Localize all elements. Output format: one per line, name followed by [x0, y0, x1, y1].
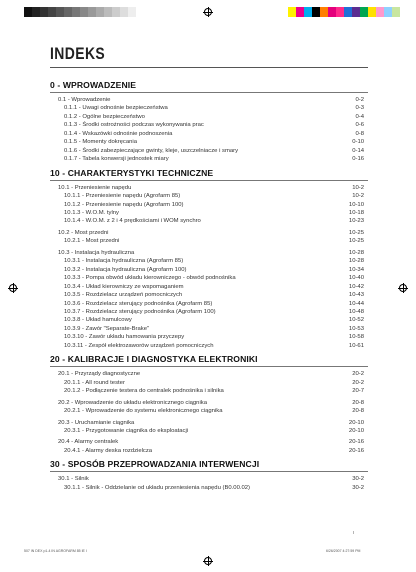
toc-entry[interactable]: [50, 475, 368, 483]
toc-entry-page: 20-8: [352, 399, 364, 406]
color-calibration-strip-right: [288, 7, 400, 17]
toc-entry-page: 10-2: [352, 184, 364, 191]
toc-entry[interactable]: [50, 274, 368, 282]
toc-entry-label: 10.1.4 - W.O.M. z 2 i 4 prędkościami i WOM synchro: [64, 218, 201, 225]
toc-entry-label: 30.1 - Silnik: [58, 476, 89, 483]
color-swatch: [304, 7, 312, 17]
toc-group: [50, 184, 368, 226]
toc-entry-label: 10.1.1 - Przeniesienie napędu (Agrofarm 85): [64, 193, 181, 200]
toc-entry[interactable]: [50, 300, 368, 308]
toc-entry-label: 30.1.1 - Silnik - Oddzielanie od układu przeniesienia napędu (B0.00.02): [64, 484, 251, 491]
toc-entry[interactable]: [50, 387, 368, 395]
toc-entry-page: 0-8: [355, 130, 364, 137]
toc-entry[interactable]: [50, 257, 368, 265]
color-swatch: [80, 7, 88, 17]
toc-section-title[interactable]: 20 - KALIBRACJE I DIAGNOSTYKA ELEKTRONIKI: [50, 354, 368, 367]
page-number: I: [353, 530, 355, 535]
toc-entry-page: 10-53: [348, 325, 364, 332]
toc-entry-page: 10-40: [348, 275, 364, 282]
toc-entry[interactable]: [50, 138, 368, 146]
toc-entry[interactable]: [50, 113, 368, 121]
toc-entry-label: 10.1.2 - Przeniesienie napędu (Agrofarm 100): [64, 201, 184, 208]
toc-group: [50, 229, 368, 246]
color-swatch: [112, 7, 120, 17]
color-swatch: [368, 7, 376, 17]
toc-entry[interactable]: [50, 237, 368, 245]
toc-entry-page: 30-2: [352, 484, 364, 491]
toc-entry[interactable]: [50, 192, 368, 200]
color-swatch: [64, 7, 72, 17]
toc-entry[interactable]: [50, 201, 368, 209]
toc-entry-label: 20.2.1 - Wprowadzenie do systemu elektronicznego ciągnika: [64, 408, 223, 415]
toc-entry[interactable]: [50, 407, 368, 415]
color-swatch: [72, 7, 80, 17]
toc-entry[interactable]: [50, 217, 368, 225]
toc-entry[interactable]: [50, 379, 368, 387]
toc-entry-label: 10.3.4 - Układ kierowniczy ze wspomaganiem: [64, 283, 184, 290]
color-swatch: [360, 7, 368, 17]
color-swatch: [128, 7, 136, 17]
toc-entry[interactable]: [50, 130, 368, 138]
toc-entry-label: 20.1.1 - All round tester: [64, 379, 125, 386]
toc-group: [50, 419, 368, 436]
toc-entry[interactable]: [50, 266, 368, 274]
toc-section-title[interactable]: 0 - WPROWADZENIE: [50, 80, 368, 93]
toc-entry-page: 10-18: [348, 209, 364, 216]
toc-entry-label: 0.1.4 - Wskazówki odnośnie podnoszenia: [64, 130, 173, 137]
toc-entry-label: 0.1.5 - Momenty dokręcania: [64, 139, 138, 146]
toc-entry-label: 10.3.11 - Zespół elektrozaworów urządzeń pomocniczych: [64, 342, 214, 349]
color-swatch: [104, 7, 112, 17]
toc-entry-page: 10-28: [348, 249, 364, 256]
toc-section-title[interactable]: 10 - CHARAKTERYSTYKI TECHNICZNE: [50, 168, 368, 181]
toc-entry[interactable]: [50, 399, 368, 407]
toc-entry-label: 0.1.7 - Tabela konwersji jednostek miary: [64, 156, 169, 163]
toc-entry-page: 0-2: [355, 97, 364, 103]
toc-entry[interactable]: [50, 249, 368, 257]
toc-entry-label: 0.1.6 - Środki zabezpieczające gwinty, kleje, uszczelniacze i smary: [64, 147, 239, 154]
color-swatch: [376, 7, 384, 17]
color-swatch: [32, 7, 40, 17]
toc-entry-label: 10.3.5 - Rozdzielacz urządzeń pomocniczych: [64, 292, 183, 299]
toc-entry[interactable]: [50, 147, 368, 155]
toc-entry-page: 10-58: [348, 334, 364, 341]
toc-entry-label: 10.3.1 - Instalacja hydrauliczna (Agrofarm 85): [64, 258, 184, 265]
toc-entry-page: 20-8: [352, 408, 364, 415]
toc-entry-label: 0.1.2 - Ogólne bezpieczeństwo: [64, 113, 145, 120]
toc-section: [50, 80, 368, 164]
color-swatch: [392, 7, 400, 17]
toc-entry[interactable]: [50, 283, 368, 291]
toc-entry[interactable]: [50, 96, 368, 104]
toc-entry-page: 10-2: [352, 193, 364, 200]
toc-entry[interactable]: [50, 209, 368, 217]
print-footer-file-info: 507 IN DEX p1-4 IN AGROFARM 85 IE I: [24, 549, 87, 553]
color-swatch: [352, 7, 360, 17]
toc-entry[interactable]: [50, 370, 368, 378]
toc-entry-label: 10.3.7 - Rozdzielacz sterujący podnośnika (Agrofarm 100): [64, 308, 216, 315]
toc-entry[interactable]: [50, 419, 368, 427]
toc-entry-label: 20.1 - Przyrządy diagnostyczne: [58, 371, 141, 378]
toc-entry-page: 0-10: [352, 139, 364, 146]
color-swatch: [56, 7, 64, 17]
toc-entry-page: 10-25: [348, 238, 364, 245]
toc-entry-page: 20-2: [352, 379, 364, 386]
toc-entry[interactable]: [50, 438, 368, 446]
toc-group: [50, 475, 368, 492]
color-swatch: [328, 7, 336, 17]
title-divider: [50, 67, 368, 68]
toc-entry-page: 0-4: [355, 113, 364, 120]
color-swatch: [24, 7, 32, 17]
color-swatch: [384, 7, 392, 17]
toc-entry[interactable]: [50, 427, 368, 435]
toc-entry-label: 0.1 - Wprowadzenie: [58, 97, 111, 103]
color-swatch: [120, 7, 128, 17]
toc-entry-label: 20.1.2 - Podłączenie testera do centralek podnośnika i silnika: [64, 388, 224, 395]
toc-entry-label: 20.3 - Uruchamianie ciągnika: [58, 419, 135, 426]
toc-entry[interactable]: [50, 316, 368, 324]
color-swatch: [320, 7, 328, 17]
table-of-contents: [50, 80, 368, 496]
color-swatch: [40, 7, 48, 17]
toc-entry-label: 20.4.1 - Alarmy deska rozdzielcza: [64, 447, 153, 454]
color-swatch: [288, 7, 296, 17]
toc-entry-label: 10.3.8 - Układ hamulcowy: [64, 317, 132, 324]
registration-mark-right-icon: [398, 283, 408, 293]
toc-entry-label: 0.1.3 - Środki ostrożności podczas wykonywania prac: [64, 122, 204, 129]
toc-entry-page: 20-16: [348, 447, 364, 454]
toc-entry-page: 30-2: [352, 476, 364, 483]
toc-entry-page: 10-25: [348, 229, 364, 236]
page-title: INDEKS: [50, 44, 106, 63]
registration-mark-bottom-icon: [203, 556, 213, 566]
toc-entry-page: 20-16: [348, 439, 364, 446]
toc-entry[interactable]: [50, 291, 368, 299]
toc-group: [50, 438, 368, 455]
toc-entry[interactable]: [50, 447, 368, 455]
toc-section: [50, 354, 368, 455]
color-swatch: [88, 7, 96, 17]
toc-entry[interactable]: [50, 484, 368, 492]
toc-entry-label: 20.3.1 - Przygotowanie ciągnika do eksploatacji: [64, 427, 189, 434]
toc-entry-page: 20-2: [352, 371, 364, 378]
toc-section: [50, 459, 368, 492]
print-footer-timestamp: 6/26/2007 4:27:59 PM: [326, 549, 361, 553]
toc-entry-page: 20-10: [348, 427, 364, 434]
toc-entry[interactable]: [50, 121, 368, 129]
toc-entry[interactable]: [50, 342, 368, 350]
toc-entry[interactable]: [50, 184, 368, 192]
toc-entry-label: 10.3.6 - Rozdzielacz sterujący podnośnika (Agrofarm 85): [64, 300, 213, 307]
toc-entry-label: 10.3.3 - Pompa obwód układu kierowniczego - obwód podnośnika: [64, 275, 236, 282]
toc-entry[interactable]: [50, 308, 368, 316]
toc-entry-label: 20.4 - Alarmy centralek: [58, 439, 119, 446]
toc-entry-page: 10-23: [348, 218, 364, 225]
toc-entry-page: 10-48: [348, 308, 364, 315]
toc-entry-label: 10.3 - Instalacja hydrauliczna: [58, 249, 135, 256]
toc-entry-page: 10-28: [348, 258, 364, 265]
toc-entry[interactable]: [50, 333, 368, 341]
toc-entry-page: 10-44: [348, 300, 364, 307]
toc-entry-label: 10.2 - Most przedni: [58, 229, 109, 236]
color-swatch: [336, 7, 344, 17]
registration-mark-top-icon: [203, 7, 213, 17]
color-swatch: [344, 7, 352, 17]
toc-entry-page: 10-52: [348, 317, 364, 324]
toc-entry-page: 10-43: [348, 292, 364, 299]
toc-entry-page: 0-16: [352, 156, 364, 163]
toc-entry-label: 10.2.1 - Most przedni: [64, 238, 120, 245]
color-swatch: [296, 7, 304, 17]
color-swatch: [48, 7, 56, 17]
toc-group: [50, 96, 368, 164]
color-swatch: [312, 7, 320, 17]
toc-section-title[interactable]: 30 - SPOSÓB PRZEPROWADZANIA INTERWENCJI: [50, 459, 368, 472]
toc-entry-page: 0-14: [352, 147, 364, 154]
toc-group: [50, 399, 368, 416]
toc-entry[interactable]: [50, 104, 368, 112]
color-swatch: [96, 7, 104, 17]
registration-mark-left-icon: [8, 283, 18, 293]
color-calibration-strip-left: [24, 7, 136, 17]
toc-entry-page: 0-6: [355, 122, 364, 129]
toc-section: [50, 168, 368, 351]
toc-entry-page: 20-7: [352, 388, 364, 395]
toc-entry-page: 0-3: [355, 105, 364, 112]
toc-entry[interactable]: [50, 229, 368, 237]
toc-entry[interactable]: [50, 325, 368, 333]
toc-entry-page: 10-10: [348, 201, 364, 208]
toc-entry-label: 10.1.3 - W.O.M. tylny: [64, 209, 119, 216]
toc-entry-page: 10-34: [348, 266, 364, 273]
toc-entry-page: 10-61: [348, 342, 364, 349]
toc-entry-page: 20-10: [348, 419, 364, 426]
toc-entry-label: 0.1.1 - Uwagi odnośnie bezpieczeństwa: [64, 105, 168, 112]
toc-entry-page: 10-42: [348, 283, 364, 290]
toc-group: [50, 370, 368, 395]
toc-group: [50, 249, 368, 350]
toc-entry-label: 10.3.9 - Zawór "Separate-Brake": [64, 325, 150, 332]
toc-entry-label: 10.3.10 - Zawór układu hamowania przyczepy: [64, 334, 185, 341]
toc-entry-label: 10.3.2 - Instalacja hydrauliczna (Agrofarm 100): [64, 266, 187, 273]
toc-entry-label: 20.2 - Wprowadzenie do układu elektronicznego ciągnika: [58, 399, 207, 406]
toc-entry[interactable]: [50, 155, 368, 163]
toc-entry-label: 10.1 - Przeniesienie napędu: [58, 184, 132, 191]
